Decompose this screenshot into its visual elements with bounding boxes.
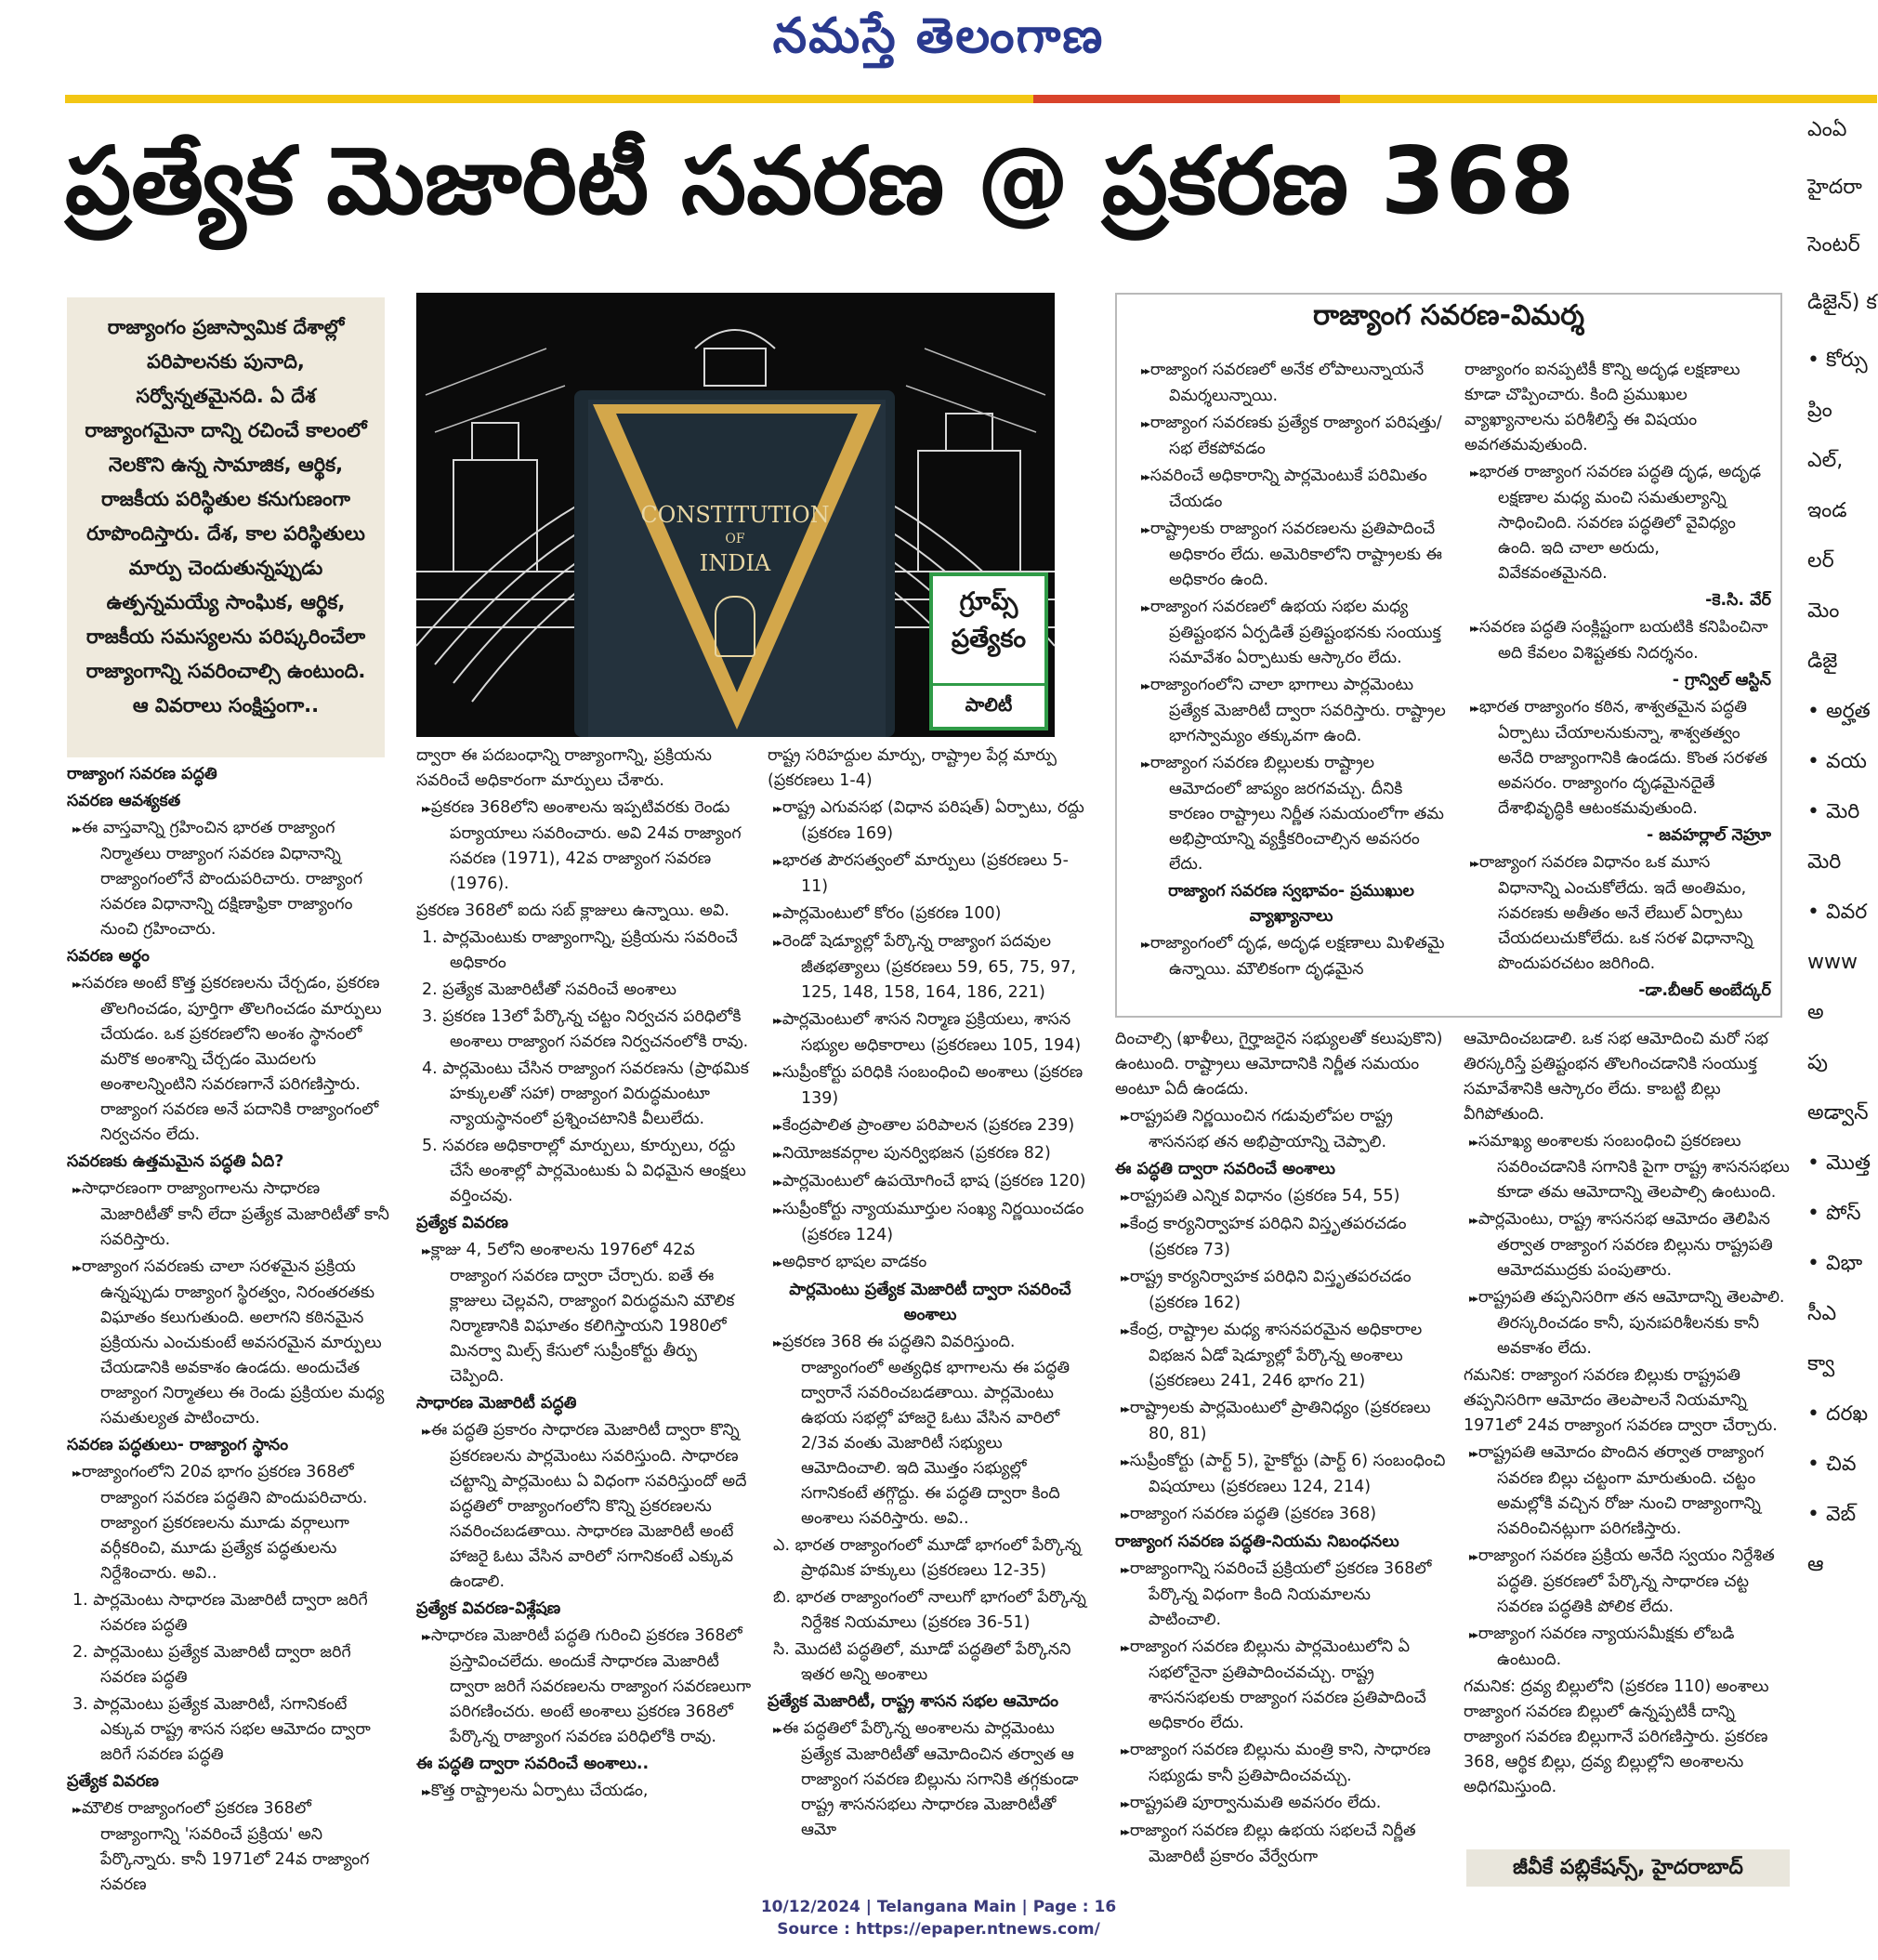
paragraph: దించాల్సి (ఖాళీలు, గైర్హాజరైన సభ్యులతో కలుపుకొని) ఉంటుంది. రాష్ట్రాలు ఆమోదానికి నిర్ణీత సమయం అంటూ ఏదీ ఉండదు.: [1115, 1030, 1443, 1098]
strip-text: డిజైన్) క: [1807, 291, 1877, 314]
subheading: సవరణ ఆవశ్యకత: [67, 792, 181, 810]
subheading: రాజ్యాంగ సవరణ పద్ధతి-నియమ నిబంధనలు: [1115, 1532, 1399, 1551]
centered-heading: రాజ్యాంగ సవరణ స్వభావం- ప్రముఖుల వ్యాఖ్యానాలు: [1168, 882, 1414, 926]
article-column-4: [1115, 1027, 1448, 1882]
strip-text: • విభా: [1807, 1252, 1863, 1275]
numbered-item: ఎ. భారత రాజ్యాంగంలో మూడో భాగంలో పేర్కొన్న ప్రాథమిక హక్కులు (ప్రకరణలు 12-35): [773, 1536, 1082, 1580]
article-column-5: [1464, 1027, 1793, 1845]
bullet-paragraph: ▸▸ రాష్ట్రపతి నిర్ణయించిన గడువులోపల రాష్ట్ర శాసనసభ తన అభిప్రాయాన్ని చెప్పాలి.: [1115, 1104, 1448, 1155]
box-column-left: [1136, 358, 1447, 1008]
header-rule-accent: [1033, 95, 1340, 103]
subheading: సవరణ పద్ధతులు- రాజ్యాంగ స్థానం: [67, 1436, 289, 1454]
article-column-1: [67, 762, 392, 1894]
bullet-paragraph: ▸▸ మౌలిక రాజ్యాంగంలో ప్రకరణ 368లో రాజ్యాంగాన్ని 'సవరించే ప్రక్రియ' అని పేర్కొన్నారు. కానీ 1971లో 24వ రాజ్యాంగ సవరణ: [67, 1796, 392, 1898]
strip-text: • కోర్సు: [1807, 349, 1868, 372]
bullet-paragraph: ▸▸ భారత రాజ్యాంగ సవరణ పద్ధతి దృఢ, అదృఢ లక్షణాల మధ్య మంచి సమతుల్యాన్ని సాధించింది. సవరణ పద్ధతిలో వైవిధ్యం ఉంది. ఇది చాలా అరుదు, వివేకవంతమైనది.: [1464, 460, 1771, 586]
bullet-paragraph: ▸▸ రాజ్యాంగ సవరణలో ఉభయ సభల మధ్య ప్రతిష్టంభన ఏర్పడితే ప్రతిష్టంభనకు సంయుక్త సమావేశం ఏర్పాటుకు ఆస్కారం లేదు.: [1136, 595, 1447, 671]
subheading: ప్రత్యేక వివరణ: [416, 1214, 508, 1232]
strip-text: • చివ: [1807, 1453, 1857, 1476]
subheading: ప్రత్యేక వివరణ: [67, 1772, 159, 1791]
bullet-paragraph: ▸▸ ఈ వాస్తవాన్ని గ్రహించిన భారత రాజ్యాంగ నిర్మాతలు రాజ్యాంగ సవరణ విధానాన్ని రాజ్యాంగంలోనే పొందుపరిచారు. రాజ్యాంగ సవరణ విధానాన్ని దక్షిణాఫ్రికా రాజ్యాంగం నుంచి గ్రహించారు.: [67, 816, 392, 942]
attribution: -కె.సి. వేర్: [1705, 591, 1771, 610]
bullet-paragraph: ▸▸ సమాఖ్య అంశాలకు సంబంధించి ప్రకరణలు సవరించడానికి సగానికి పైగా రాష్ట్ర శాసనసభలు కూడా తమ ఆమోదాన్ని తెలపాల్సి ఉంటుంది.: [1464, 1129, 1793, 1205]
bullet-paragraph: ▸▸ పార్లమెంటు, రాష్ట్ర శాసనసభ ఆమోదం తెలిపిన తర్వాత రాజ్యాంగ సవరణ బిల్లును రాష్ట్రపతి ఆమోదముద్రకు పంపుతారు.: [1464, 1207, 1793, 1283]
bullet-paragraph: ▸▸ రాష్ట్రపతి ఆమోదం పొందిన తర్వాత రాజ్యాంగ సవరణ బిల్లు చట్టంగా మారుతుంది. చట్టం అమల్లోకి వచ్చిన రోజు నుంచి రాజ్యాంగాన్ని సవరించినట్లుగా పరిగణిస్తారు.: [1464, 1440, 1793, 1542]
bullet-paragraph: ▸▸ రాజ్యాంగాన్ని సవరించే ప్రక్రియలో ప్రకరణ 368లో పేర్కొన్న విధంగా కింది నియమాలను పాటించాలి.: [1115, 1557, 1448, 1633]
header-rule: [65, 95, 1877, 103]
bullet-paragraph: ▸▸ రాష్ట్రపతి తప్పనిసరిగా తన ఆమోదాన్ని తెలపాలి. తిరస్కరించడం కానీ, పునఃపరిశీలనకు కానీ అవకాశం లేదు.: [1464, 1285, 1793, 1361]
numbered-item: 3. ప్రకరణ 13లో పేర్కొన్న చట్టం నిర్వచన పరిధిలోకి అంశాలు రాజ్యాంగ సవరణ నిర్వచనంలోకి రావు.: [422, 1007, 749, 1051]
article-column-2: [416, 743, 755, 1882]
numbered-item: 2. పార్లమెంటు ప్రత్యేక మెజారిటీ ద్వారా జరిగే సవరణ పద్ధతి: [72, 1643, 351, 1687]
paragraph: ప్రకరణ 368లో ఐదు సబ్ క్లాజులు ఉన్నాయి. అవి.: [416, 901, 729, 920]
strip-text: అ: [1807, 1001, 1824, 1024]
strip-text: • వివర: [1807, 901, 1868, 924]
bullet-paragraph: ▸▸ సుప్రీంకోర్టు పరిధికి సంబంధించి అంశాలు (ప్రకరణ 139): [768, 1060, 1093, 1112]
paragraph: గమనిక: ద్రవ్య బిల్లులోని (ప్రకరణ 110) అంశాలు రాజ్యాంగ సవరణ బిల్లులో ఉన్నప్పటికీ దాన్ని రాజ్యాంగ సవరణ బిల్లుగానే పరిగణిస్తారు. ప్రకరణ 368, ఆర్థిక బిల్లు, ద్రవ్య బిల్లుల్లోని అంశాలను అధిగమిస్తుంది.: [1464, 1677, 1769, 1796]
bullet-paragraph: ▸▸ రాష్ట్ర ఎగువసభ (విధాన పరిషత్) ఏర్పాటు, రద్దు (ప్రకరణ 169): [768, 796, 1093, 847]
bullet-paragraph: ▸▸ సుప్రీంకోర్టు (పార్ట్ 5), హైకోర్టు (పార్ట్ 6) సంబంధించి విషయాలు (ప్రకరణలు 124, 214): [1115, 1449, 1448, 1500]
bullet-paragraph: ▸▸ సవరణ అంటే కొత్త ప్రకరణలను చేర్చడం, ప్రకరణ తొలగించడం, పూర్తిగా తొలగించడం మార్పులు చేయడం. ఒక ప్రకరణలోని అంశం స్థానంలో మరొక అంశాన్ని చేర్చడం మొదలగు అంశాలన్నింటిని సవరణగానే పరిగణిస్తారు. రాజ్యాంగ సవరణ అనే పదానికి రాజ్యాంగంలో నిర్వచనం లేదు.: [67, 971, 392, 1148]
bullet-paragraph: ▸▸ రాజ్యాంగ సవరణ పద్ధతి (ప్రకరణ 368): [1115, 1502, 1448, 1528]
masthead-logo: నమస్తే తెలంగాణ: [772, 7, 1105, 64]
bullet-paragraph: ▸▸ నియోజకవర్గాల పునర్విభజన (ప్రకరణ 82): [768, 1141, 1093, 1167]
strip-text: లర్: [1807, 549, 1834, 572]
footer-date-page: 10/12/2024 | Telangana Main | Page : 16: [760, 1898, 1117, 1916]
bullet-paragraph: ▸▸ రాజ్యాంగంలోని చాలా భాగాలు పార్లమెంటు ప్రత్యేక మెజారిటీ ద్వారా సవరిస్తారు. రాష్ట్రాల భాగస్వామ్యం తక్కువగా ఉంది.: [1136, 673, 1447, 749]
numbered-item: బి. భారత రాజ్యాంగంలో నాలుగో భాగంలో పేర్కొన్న నిర్దేశిక నియమాలు (ప్రకరణ 36-51): [773, 1588, 1086, 1632]
page-footer: [650, 1896, 1227, 1940]
strip-text: • మెరి: [1807, 800, 1860, 823]
numbered-item: సి. మొదటి పద్ధతిలో, మూడో పద్ధతిలో పేర్కొనని ఇతర అన్ని అంశాలు: [773, 1640, 1071, 1684]
bullet-paragraph: ▸▸ రాష్ట్రపతి పూర్వానుమతి అవసరం లేదు.: [1115, 1791, 1448, 1817]
bullet-paragraph: ▸▸ రాజ్యాంగ సవరణ బిల్లులకు రాష్ట్రాల ఆమోదంలో జాప్యం జరగవచ్చు. దీనికి కారణం రాష్ట్రాలు నిర్ణీత సమయంలోగా తమ అభిప్రాయాన్ని వ్యక్తీకరించాల్సిన అవసరం లేదు.: [1136, 751, 1447, 877]
strip-text: ఎల్,: [1807, 449, 1844, 472]
paragraph: గమనిక: రాజ్యాంగ సవరణ బిల్లుకు రాష్ట్రపతి తప్పనిసరిగా ఆమోదం తెలపాలనే నియమాన్ని 1971లో 24వ రాజ్యాంగ సవరణ ద్వారా చేర్చారు.: [1464, 1366, 1778, 1435]
strip-text: పు: [1807, 1051, 1828, 1074]
box-column-right: [1464, 358, 1771, 1008]
subheading: సాధారణ మెజారిటీ పద్ధతి: [416, 1394, 577, 1413]
subheading: సవరణకు ఉత్తమమైన పద్ధతి ఏది?: [67, 1152, 284, 1171]
bullet-paragraph: ▸▸ సాధారణ మెజారిటీ పద్ధతి గురించి ప్రకరణ 368లో ప్రస్తావించలేదు. అందుకే సాధారణ మెజారిటీ ద్వారా జరిగే సవరణలను రాజ్యాంగ సవరణలుగా పరిగణించరు. అంటే అంశాలు ప్రకరణ 368లో పేర్కొన్న రాజ్యాంగ సవరణ పరిధిలోకి రావు.: [416, 1624, 755, 1750]
strip-text: మెరి: [1807, 850, 1842, 874]
bullet-paragraph: ▸▸ రెండో షెడ్యూల్లో పేర్కొన్న రాజ్యాంగ పదవుల జీతభత్యాలు (ప్రకరణలు 59, 65, 75, 97, 125, 148, 158, 164, 186, 221): [768, 929, 1093, 1006]
bullet-paragraph: ▸▸ రాజ్యాంగ సవరణ బిల్లు ఉభయ సభలచే నిర్ణీత మెజారిటీ ప్రకారం వేర్వేరుగా: [1115, 1819, 1448, 1870]
article-column-3: [768, 743, 1093, 1882]
bullet-paragraph: ▸▸ రాజ్యాంగ సవరణకు ప్రత్యేక రాజ్యాంగ పరిషత్తు/సభ లేకపోవడం: [1136, 411, 1447, 462]
strip-text: • వెబ్: [1807, 1503, 1857, 1526]
intro-box: రాజ్యాంగం ప్రజాస్వామిక దేశాల్లో పరిపాలనకు పునాది, సర్వోన్నతమైనది. ఏ దేశ రాజ్యాంగమైనా దాన్ని రచించే కాలంలో నెలకొని ఉన్న సామాజిక, ఆర్థిక, రాజకీయ పరిస్థితుల కనుగుణంగా రూపొందిస్తారు. దేశ, కాల పరిస్థితులు మార్పు చెందుతున్నప్పుడు ఉత్పన్నమయ్యే సాంఘిక, ఆర్థిక, రాజకీయ సమస్యలను పరిష్కరించేలా రాజ్యాంగాన్ని సవరించాల్సి ఉంటుంది. ఆ వివరాలు సంక్షిప్తంగా..: [67, 297, 385, 757]
bullet-paragraph: ▸▸ రాజ్యాంగ సవరణ ప్రక్రియ అనేది స్వయం నిర్దేశిత పద్ధతి. ప్రకరణలో పేర్కొన్న సాధారణ చట్ట సవరణ పద్ధతికి పోలిక లేదు.: [1464, 1544, 1793, 1620]
bullet-paragraph: ▸▸ రాజ్యాంగంలోని 20వ భాగం ప్రకరణ 368లో రాజ్యాంగ సవరణ పద్ధతిని పొందుపరిచారు. రాజ్యాంగ ప్రకరణలను మూడు వర్గాలుగా వర్గీకరించి, మూడు ప్రత్యేక పద్ధతులను నిర్దేశించారు. అవి..: [67, 1460, 392, 1586]
bullet-paragraph: ▸▸ క్లాజు 4, 5లోని అంశాలను 1976లో 42వ రాజ్యాంగ సవరణ ద్వారా చేర్చారు. ఐతే ఈ క్లాజులు చెల్లవని, రాజ్యాంగ విరుద్ధమని మౌలిక నిర్మాణానికి విఘాతం కలిగిస్తాయని 1980లో మినర్వా మిల్స్ కేసులో సుప్రీంకోర్టు తీర్పు చెప్పింది.: [416, 1238, 755, 1389]
subheading: ఈ పద్ధతి ద్వారా సవరించే అంశాలు: [1115, 1160, 1335, 1178]
subheading: ఈ పద్ధతి ద్వారా సవరించే అంశాలు..: [416, 1755, 650, 1773]
paragraph: ద్వారా ఈ పదబంధాన్ని రాజ్యాంగాన్ని, ప్రక్రియను సవరించే అధికారంగా మార్పులు చేశారు.: [416, 746, 712, 790]
bullet-paragraph: ▸▸ సవరణ పద్ధతి సంక్లిష్టంగా బయటికి కనిపించినా అది కేవలం విశిష్టతకు నిదర్శనం.: [1464, 615, 1771, 666]
bullet-paragraph: ▸▸ ఈ పద్ధతి ప్రకారం సాధారణ మెజారిటీ ద్వారా కొన్ని ప్రకరణలను పార్లమెంటు సవరిస్తుంది. సాధారణ చట్టాన్ని పార్లమెంటు ఏ విధంగా సవరిస్తుందో అదే పద్ధతిలో రాజ్యాంగంలోని కొన్ని ప్రకరణలను సవరించబడతాయి. సాధారణ మెజారిటీ అంటే హాజరై ఓటు వేసిన వారిలో సగానికంటే ఎక్కువ ఉండాలి.: [416, 1418, 755, 1595]
bullet-paragraph: ▸▸ పార్లమెంటులో కోరం (ప్రకరణ 100): [768, 901, 1093, 927]
bullet-paragraph: ▸▸ పార్లమెంటులో ఉపయోగించే భాష (ప్రకరణ 120): [768, 1169, 1093, 1195]
strip-text: హైదరా: [1807, 176, 1862, 199]
strip-text: • పోస్: [1807, 1202, 1861, 1225]
box-title: రాజ్యాంగ సవరణ-విమర్శ: [1313, 299, 1584, 332]
strip-text: www: [1807, 951, 1858, 974]
bullet-paragraph: ▸▸ రాజ్యాంగ సవరణ బిల్లును మంత్రి కాని, సాధారణ సభ్యుడు కానీ ప్రతిపాదించవచ్చు.: [1115, 1738, 1448, 1789]
numbered-item: 1. పార్లమెంటుకు రాజ్యాంగాన్ని, ప్రక్రియను సవరించే అధికారం: [422, 928, 738, 972]
strip-text: ఎంఏ: [1807, 118, 1847, 141]
headline: ప్రత్యేక మెజారిటీ సవరణ @ ప్రకరణ 368: [65, 126, 1575, 235]
bullet-paragraph: ▸▸ అధికార భాషల వాడకం: [768, 1250, 1093, 1276]
author-credit: జీవీకే పబ్లికేషన్స్, హైదరాబాద్: [1466, 1849, 1790, 1887]
bullet-paragraph: ▸▸ రాజ్యాంగ సవరణ న్యాయసమీక్షకు లోబడి ఉంటుంది.: [1464, 1622, 1793, 1673]
attribution: - గ్రాన్విల్ ఆస్టిన్: [1672, 671, 1771, 690]
strip-text: • దరఖ: [1807, 1402, 1869, 1426]
badge-subject: పాలిటీ: [933, 683, 1044, 727]
bullet-paragraph: ▸▸ రాజ్యాంగ సవరణలో అనేక లోపాలున్నాయనే విమర్శలున్నాయి.: [1136, 358, 1447, 409]
strip-text: • అర్హత: [1807, 700, 1871, 723]
strip-text: అడ్వాన్: [1807, 1101, 1869, 1125]
strip-text: • మొత్త: [1807, 1151, 1871, 1175]
bullet-paragraph: ▸▸ భారత పౌరసత్వంలో మార్పులు (ప్రకరణలు 5-11): [768, 848, 1093, 900]
book-title-line2: OF: [725, 532, 745, 546]
strip-text: మెం: [1807, 599, 1840, 623]
numbered-item: 4. పార్లమెంటు చేసిన రాజ్యాంగ సవరణను (ప్రాథమిక హక్కులతో సహా) రాజ్యాంగ విరుద్ధమంటూ న్యాయస్థానంలో ప్రశ్నించటానికి వీలులేదు.: [422, 1059, 749, 1128]
strip-text: ఇండ: [1807, 499, 1847, 522]
book-title-line3: INDIA: [699, 550, 771, 576]
adjacent-article-strip: [1807, 112, 1878, 1924]
strip-text: క్వా: [1807, 1352, 1835, 1375]
numbered-item: 5. సవరణ అధికారాల్లో మార్పులు, కూర్పులు, రద్దు చేసే అంశాల్లో పార్లమెంటుకు ఏ విధమైన ఆంక్షలు వర్తించవు.: [422, 1137, 746, 1205]
bullet-paragraph: ▸▸ కేంద్ర కార్యనిర్వాహక పరిధిని విస్తృతపరచడం (ప్రకరణ 73): [1115, 1212, 1448, 1263]
emblem-icon: [715, 596, 755, 657]
bullet-paragraph: ▸▸ కొత్త రాష్ట్రాలను ఏర్పాటు చేయడం,: [416, 1779, 755, 1805]
strip-text: • వయ: [1807, 750, 1867, 773]
strip-text: సీఎ: [1807, 1302, 1837, 1325]
bullet-paragraph: ▸▸ రాజ్యాంగంలో దృఢ, అదృఢ లక్షణాలు మిళితమై ఉన్నాయి. మౌలికంగా దృఢమైన: [1136, 931, 1447, 982]
badge-label: గ్రూప్స్ ప్రత్యేకం: [951, 587, 1027, 653]
bullet-paragraph: ▸▸ రాష్ట్రపతి ఎన్నిక విధానం (ప్రకరణ 54, 55): [1115, 1184, 1448, 1210]
numbered-item: 1. పార్లమెంటు సాధారణ మెజారిటీ ద్వారా జరిగే సవరణ పద్ధతి: [72, 1591, 368, 1635]
bullet-paragraph: ▸▸ పార్లమెంటులో శాసన నిర్మాణ ప్రక్రియలు, శాసన సభ్యుల అధికారాలు (ప్రకరణలు 105, 194): [768, 1007, 1093, 1059]
subheading: రాజ్యాంగ సవరణ పద్ధతి: [67, 765, 217, 783]
bullet-paragraph: ▸▸ కేంద్ర, రాష్ట్రాల మధ్య శాసనపరమైన అధికారాల విభజన ఏడో షెడ్యూల్లో పేర్కొన్న అంశాలు (ప్రకరణలు 241, 246 భాగం 21): [1115, 1318, 1448, 1394]
bullet-paragraph: ▸▸ రాజ్యాంగ సవరణకు చాలా సరళమైన ప్రక్రియ ఉన్నప్పుడు రాజ్యాంగ స్థిరత్వం, నిరంతరతకు విఘాతం కలుగుతుంది. అలాగని కఠినమైన ప్రక్రియను ఎంచుకుంటే అవసరమైన మార్పులు చేయడానికి అవకాశం ఉండదు. అందుచేత రాజ్యాంగ నిర్మాతలు ఈ రెండు ప్రక్రియల మధ్య సమతుల్యత పాటించారు.: [67, 1255, 392, 1431]
strip-text: సెంటర్: [1807, 233, 1860, 257]
strip-text: డిజై: [1807, 650, 1838, 673]
bullet-paragraph: ▸▸ ప్రకరణ 368 ఈ పద్ధతిని వివరిస్తుంది. రాజ్యాంగంలో అత్యధిక భాగాలను ఈ పద్ధతి ద్వారానే సవరించబడతాయి. పార్లమెంటు ఉభయ సభల్లో హాజరై ఓటు వేసిన వారిలో 2/3వ వంతు మెజారిటీ సభ్యులు ఆమోదించాలి. ఇది మొత్తం సభ్యుల్లో సగానికంటే తగ్గొద్దు. ఈ పద్ధతి ద్వారా కింది అంశాలు సవరిస్తారు. అవి..: [768, 1330, 1093, 1532]
bullet-paragraph: ▸▸ రాష్ట్రాలకు రాజ్యాంగ సవరణలను ప్రతిపాదించే అధికారం లేదు. అమెరికాలోని రాష్ట్రాలకు ఈ అధికారం ఉంది.: [1136, 517, 1447, 593]
bullet-paragraph: ▸▸ భారత రాజ్యాంగం కఠిన, శాశ్వతమైన పద్ధతి ఏర్పాటు చేయాలనుకున్నా, శాశ్వతత్వం అనేది రాజ్యాంగానికి ఉండదు. కొంత సరళత అవసరం. రాజ్యాంగం దృఢమైనదైతే దేశాభివృద్ధికి ఆటంకమవుతుంది.: [1464, 695, 1771, 822]
bullet-paragraph: ▸▸ కేంద్రపాలిత ప్రాంతాల పరిపాలన (ప్రకరణ 239): [768, 1113, 1093, 1139]
paragraph: ఆమోదించబడాలి. ఒక సభ ఆమోదించి మరో సభ తిరస్కరిస్తే ప్రతిష్టంభన తొలగించడానికి సంయుక్త సమావేశానికి ఆస్కారం లేదు. కాబట్టి బిల్లు వీగిపోతుంది.: [1464, 1030, 1768, 1124]
section-badge: [929, 572, 1048, 730]
numbered-item: 2. ప్రత్యేక మెజారిటీతో సవరించే అంశాలు: [422, 980, 676, 999]
bullet-paragraph: ▸▸ ప్రకరణ 368లోని అంశాలను ఇప్పటివరకు రెండు పర్యాయాలు సవరించారు. అవి 24వ రాజ్యాంగ సవరణ (1971), 42వ రాజ్యాంగ సవరణ (1976).: [416, 796, 755, 897]
attribution: - జవహర్లాల్ నెహ్రూ: [1646, 826, 1771, 845]
strip-text: ప్రిం: [1807, 399, 1832, 422]
subheading: సవరణ అర్థం: [67, 947, 150, 966]
subheading: ప్రత్యేక మెజారిటీ, రాష్ట్ర శాసన సభల ఆమోదం: [768, 1692, 1058, 1711]
footer-source-link[interactable]: Source : https://epaper.ntnews.com/: [777, 1920, 1100, 1939]
paragraph: రాష్ట్ర సరిహద్దుల మార్పు, రాష్ట్రాల పేర్ల మార్పు (ప్రకరణలు 1-4): [768, 746, 1057, 790]
bullet-paragraph: ▸▸ సవరించే అధికారాన్ని పార్లమెంటుకే పరిమితం చేయడం: [1136, 464, 1447, 515]
strip-text: ఆ: [1807, 1553, 1824, 1576]
bullet-paragraph: ▸▸ సుప్రీంకోర్టు న్యాయమూర్తుల సంఖ్య నిర్ణయించడం (ప్రకరణ 124): [768, 1197, 1093, 1248]
attribution: -డా.బీఆర్ అంబేద్కర్: [1638, 981, 1771, 1000]
book-title-line1: CONSTITUTION: [640, 502, 830, 528]
paragraph: రాజ్యాంగం ఐనప్పటికీ కొన్ని అదృఢ లక్షణాలు కూడా చొప్పించారు. కింది ప్రముఖుల వ్యాఖ్యానాలను పరిశీలిస్తే ఈ విషయం అవగతమవుతుంది.: [1464, 361, 1740, 454]
bullet-paragraph: ▸▸ ఈ పద్ధతిలో పేర్కొన్న అంశాలను పార్లమెంటు ప్రత్యేక మెజారిటీతో ఆమోదించిన తర్వాత ఆ రాజ్యాంగ సవరణ బిల్లును సగానికి తగ్గకుండా రాష్ట్ర శాసనసభలు సాధారణ మెజారిటీతో ఆమో: [768, 1717, 1093, 1843]
bullet-paragraph: ▸▸ రాష్ట్ర కార్యనిర్వాహక పరిధిని విస్తృతపరచడం (ప్రకరణ 162): [1115, 1265, 1448, 1316]
subheading: ప్రత్యేక వివరణ-విశ్లేషణ: [416, 1599, 561, 1618]
numbered-item: 3. పార్లమెంటు ప్రత్యేక మెజారిటీ, సగానికంటే ఎక్కువ రాష్ట్ర శాసన సభల ఆమోదం ద్వారా జరిగే సవరణ పద్ధతి: [72, 1695, 371, 1764]
bullet-paragraph: ▸▸ రాజ్యాంగ సవరణ విధానం ఒక మూస విధానాన్ని ఎంచుకోలేదు. ఇదే అంతిమం, సవరణకు అతీతం అనే లేబుల్ ఏర్పాటు చేయదలుచుకోలేదు. ఒక సరళ విధానాన్ని పొందుపరచటం జరిగింది.: [1464, 850, 1771, 977]
bullet-paragraph: ▸▸ రాజ్యాంగ సవరణ బిల్లును పార్లమెంటులోని ఏ సభలోనైనా ప్రతిపాదించవచ్చు. రాష్ట్ర శాసనసభలకు రాజ్యాంగ సవరణ ప్రతిపాదించే అధికారం లేదు.: [1115, 1635, 1448, 1736]
bullet-paragraph: ▸▸ రాష్ట్రాలకు పార్లమెంటులో ప్రాతినిధ్యం (ప్రకరణలు 80, 81): [1115, 1396, 1448, 1447]
bullet-paragraph: ▸▸ సాధారణంగా రాజ్యాంగాలను సాధారణ మెజారిటీతో కానీ లేదా ప్రత్యేక మెజారిటీతో కానీ సవరిస్తారు.: [67, 1177, 392, 1253]
centered-heading: పార్లమెంటు ప్రత్యేక మెజారిటీ ద్వారా సవరించే అంశాలు: [789, 1281, 1071, 1324]
